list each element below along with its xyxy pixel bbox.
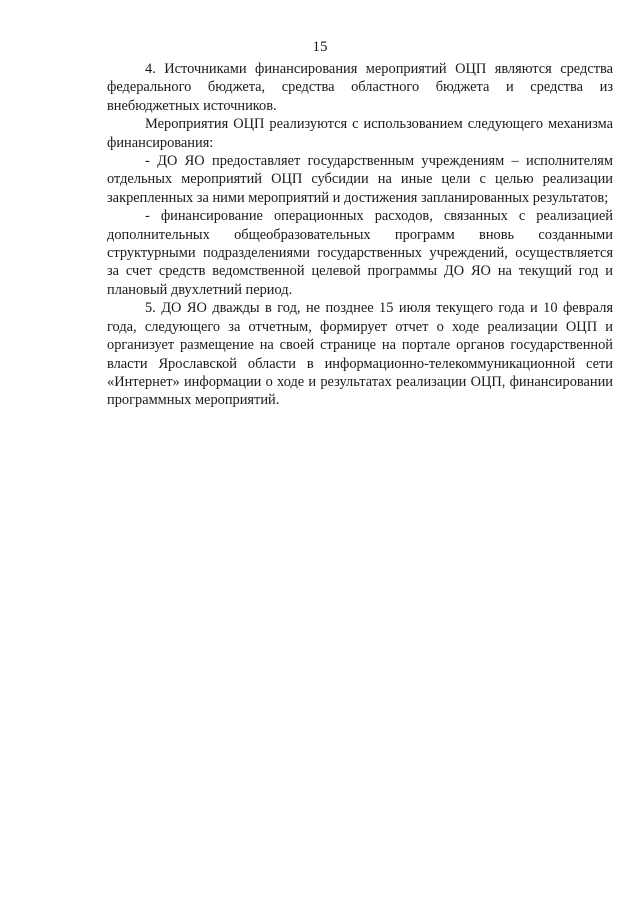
paragraph-operational-expenses: - финансирование операционных расходов, связанных с реализацией дополнительных общеобразовательных программ вновь созданными структурными подразделениями государственных учреждений, осуществляется за счет средств ведомственной целевой программы ДО ЯО на текущий год и плановый двухлетний период.	[107, 208, 613, 298]
paragraph-funding-sources: 4. Источниками финансирования мероприятий ОЦП являются средства федерального бюджета, средства областного бюджета и средства из внебюджетных источников.	[107, 61, 613, 114]
paragraph-funding-mechanism: Мероприятия ОЦП реализуются с использованием следующего механизма финансирования:	[107, 116, 613, 151]
paragraph-subsidies: - ДО ЯО предоставляет государственным учреждениям – исполнителям отдельных мероприятий ОЦП субсидии на иные цели с целью реализации закрепленных за ними мероприятий и достижения запланированных результатов;	[107, 153, 613, 206]
paragraph-reporting: 5. ДО ЯО дважды в год, не позднее 15 июля текущего года и 10 февраля года, следующего за отчетным, формирует отчет о ходе реализации ОЦП и организует размещение на своей странице на портале органов государственной власти Ярославской области в информационно-телекоммуникационной сети «Интернет» информации о ходе и результатах реализации ОЦП, финансировании программных мероприятий.	[107, 300, 613, 409]
document-body	[107, 60, 613, 410]
page-number: 15	[312, 39, 328, 55]
